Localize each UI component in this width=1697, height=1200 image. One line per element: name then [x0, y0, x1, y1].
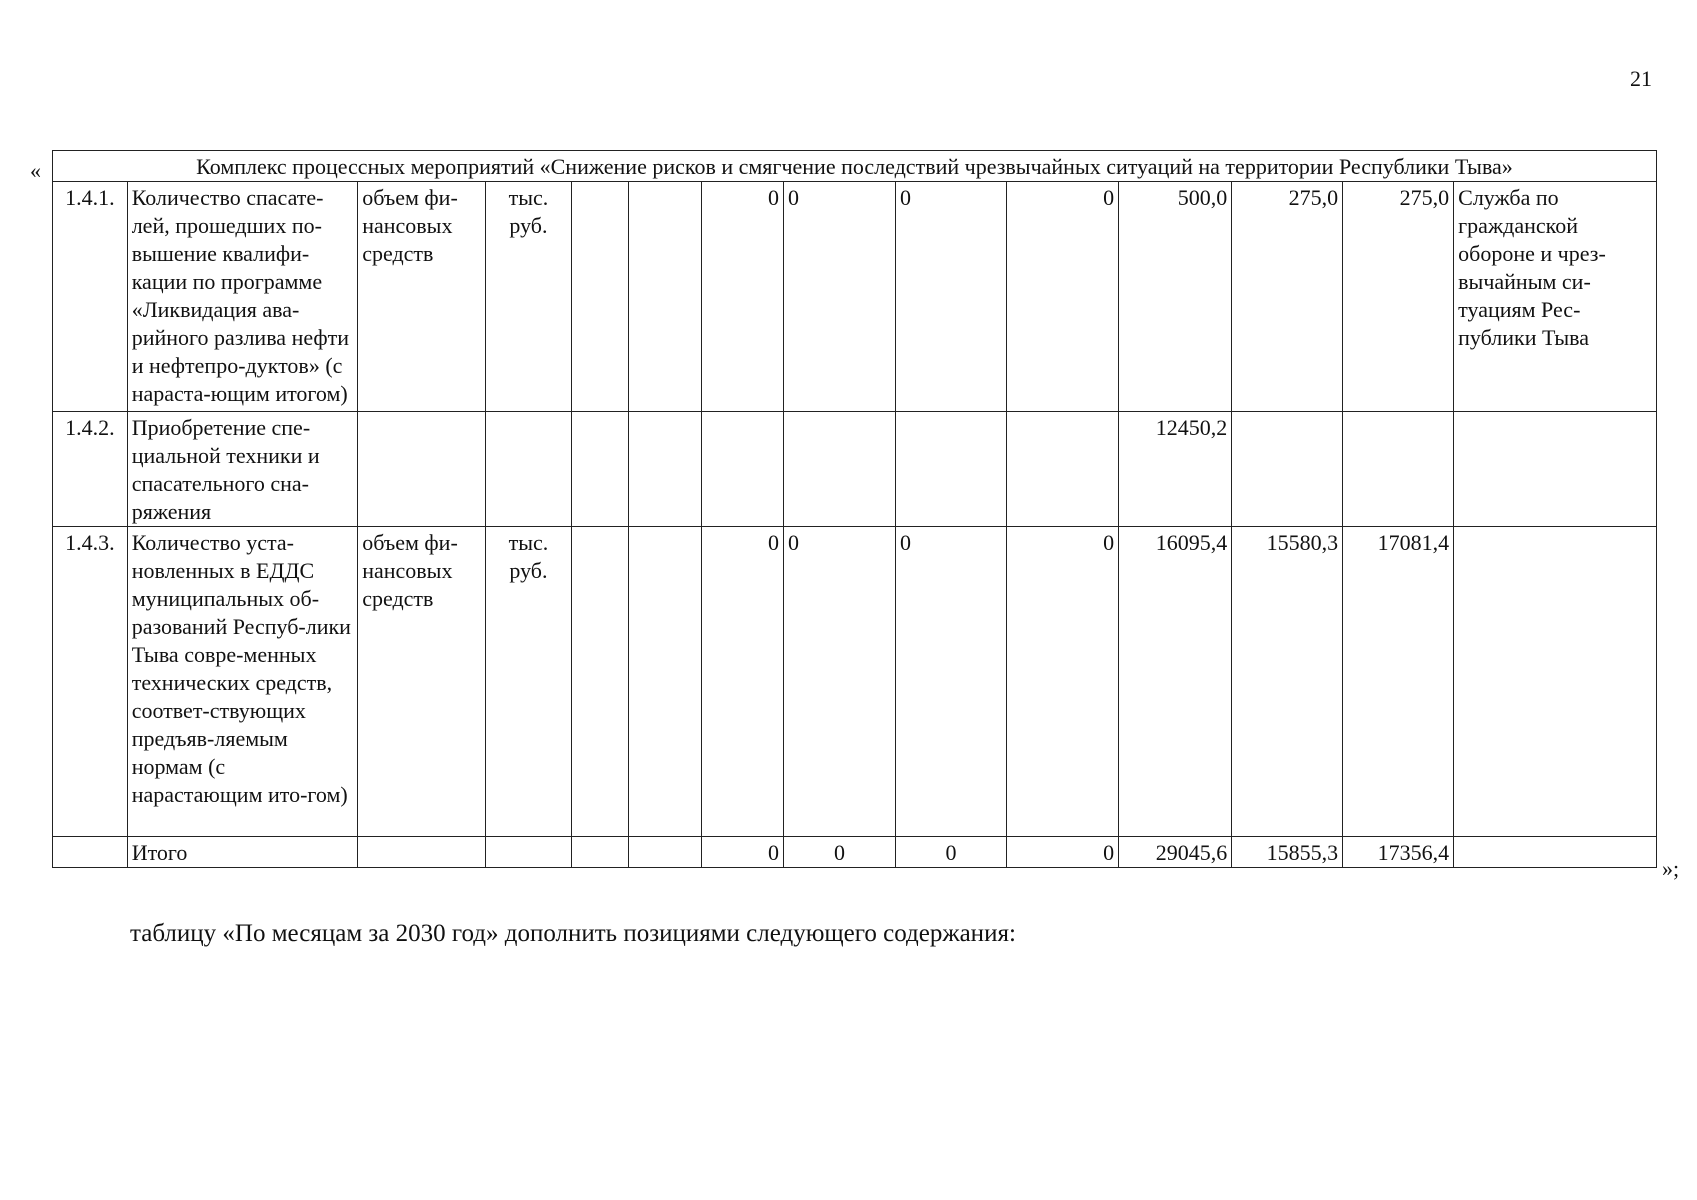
total-value: 0	[896, 837, 1007, 868]
row-value: 0	[1007, 527, 1119, 837]
row-value	[1007, 412, 1119, 527]
row-responsible	[1454, 412, 1657, 527]
row-id: 1.4.3.	[53, 527, 128, 837]
row-cell	[629, 527, 702, 837]
row-value: 12450,2	[1119, 412, 1232, 527]
row-value	[896, 412, 1007, 527]
row-value: 275,0	[1232, 182, 1343, 412]
row-responsible	[1454, 527, 1657, 837]
row-cell	[629, 182, 702, 412]
row-value: 0	[896, 527, 1007, 837]
row-cell	[629, 412, 702, 527]
row-cell	[1454, 837, 1657, 868]
table-header: Комплекс процессных мероприятий «Снижение рисков и смягчение последствий чрезвычайных ситуаций на территории Республики Тыва»	[53, 151, 1657, 182]
opening-quote: «	[30, 158, 41, 183]
row-value: 0	[784, 527, 896, 837]
total-row	[53, 837, 1657, 868]
row-cell	[486, 837, 571, 868]
row-measure	[358, 412, 486, 527]
total-value: 29045,6	[1119, 837, 1232, 868]
row-unit: тыс. руб.	[486, 182, 571, 412]
total-value: 0	[1007, 837, 1119, 868]
program-table	[52, 150, 1657, 868]
table-header-row	[53, 151, 1657, 182]
row-value	[1232, 412, 1343, 527]
row-id	[53, 837, 128, 868]
row-unit: тыс. руб.	[486, 527, 571, 837]
row-value: 16095,4	[1119, 527, 1232, 837]
total-value: 0	[701, 837, 783, 868]
row-cell	[571, 412, 629, 527]
total-value: 15855,3	[1232, 837, 1343, 868]
row-value: 17081,4	[1343, 527, 1454, 837]
row-value: 0	[701, 527, 783, 837]
row-cell	[629, 837, 702, 868]
row-value: 500,0	[1119, 182, 1232, 412]
row-measure: объем фи-нансовых средств	[358, 527, 486, 837]
row-name: Количество уста-новленных в ЕДДС муниципальных об-разований Респуб-лики Тыва совре-менных технических средств, соответ-ствующих предъяв-ляемым нормам (с нарастающим ито-гом)	[127, 527, 358, 837]
row-id: 1.4.1.	[53, 182, 128, 412]
table-row	[53, 412, 1657, 527]
row-value: 275,0	[1343, 182, 1454, 412]
row-value	[701, 412, 783, 527]
row-responsible: Служба по гражданской обороне и чрез-вычайным си-туациям Рес-публики Тыва	[1454, 182, 1657, 412]
total-label: Итого	[127, 837, 358, 868]
total-value: 0	[784, 837, 896, 868]
total-value: 17356,4	[1343, 837, 1454, 868]
row-cell	[571, 837, 629, 868]
row-cell	[571, 527, 629, 837]
row-value	[1343, 412, 1454, 527]
table-row	[53, 527, 1657, 837]
row-value: 0	[784, 182, 896, 412]
row-value: 0	[1007, 182, 1119, 412]
row-name: Количество спасате-лей, прошедших по-вышение квалифи-кации по программе «Ликвидация ава-рийного разлива нефти и нефтепро-дуктов» (с нараста-ющим итогом)	[127, 182, 358, 412]
row-name: Приобретение спе-циальной техники и спасательного сна-ряжения	[127, 412, 358, 527]
row-cell	[358, 837, 486, 868]
row-value: 0	[896, 182, 1007, 412]
table-row	[53, 182, 1657, 412]
row-unit	[486, 412, 571, 527]
row-value: 0	[701, 182, 783, 412]
row-cell	[571, 182, 629, 412]
row-id: 1.4.2.	[53, 412, 128, 527]
row-value	[784, 412, 896, 527]
page-number: 21	[1630, 66, 1652, 91]
closing-quote: »;	[1662, 856, 1680, 881]
row-measure: объем фи-нансовых средств	[358, 182, 486, 412]
row-value: 15580,3	[1232, 527, 1343, 837]
footer-paragraph: таблицу «По месяцам за 2030 год» дополнить позициями следующего содержания:	[130, 920, 1016, 947]
